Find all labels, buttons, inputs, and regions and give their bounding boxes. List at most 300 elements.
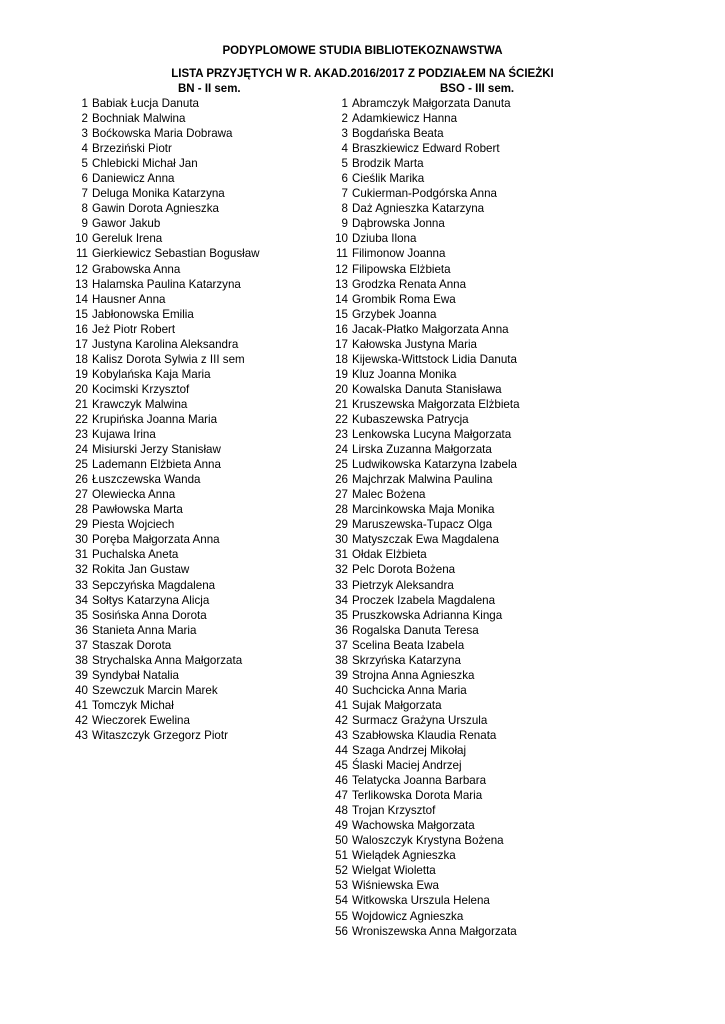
- entry-name: Boćkowska Maria Dobrawa: [92, 127, 233, 141]
- entry-number: 46: [335, 774, 348, 788]
- entry-number: 33: [75, 578, 88, 592]
- list-item: [322, 472, 520, 487]
- entry-name: Scelina Beata Izabela: [352, 638, 465, 652]
- entry-name: Hausner Anna: [92, 292, 166, 306]
- list-item: [322, 893, 520, 908]
- entry-number: 38: [335, 653, 348, 667]
- list-item: [62, 96, 260, 111]
- entry-name: Ołdak Elżbieta: [352, 548, 427, 562]
- list-item: [322, 322, 520, 337]
- entry-name: Dziuba Ilona: [352, 232, 417, 246]
- entry-name: Jeż Piotr Robert: [92, 322, 176, 336]
- entry-number: 15: [335, 307, 348, 321]
- entry-name: Maruszewska-Tupacz Olga: [352, 518, 493, 532]
- entry-number: 21: [75, 397, 88, 411]
- entry-name: Kalisz Dorota Sylwia z III sem: [92, 352, 245, 366]
- entry-number: 50: [335, 834, 348, 848]
- list-item: [322, 397, 520, 412]
- list-item: [322, 758, 520, 773]
- entry-number: 18: [335, 352, 348, 366]
- list-item: [62, 532, 260, 547]
- entry-number: 20: [75, 382, 88, 396]
- entry-number: 34: [75, 593, 88, 607]
- entry-name: Jabłonowska Emilia: [92, 307, 194, 321]
- entry-name: Cieślik Marika: [352, 172, 425, 186]
- entry-name: Wieczorek Ewelina: [92, 713, 190, 727]
- list-item: [62, 262, 260, 277]
- entry-number: 2: [341, 112, 348, 126]
- entry-number: 5: [81, 157, 88, 171]
- entry-number: 17: [335, 337, 348, 351]
- list-item: [322, 367, 520, 382]
- document-title: PODYPLOMOWE STUDIA BIBLIOTEKOZNAWSTWA: [222, 45, 503, 57]
- list-item: [62, 472, 260, 487]
- list-item: [322, 231, 520, 246]
- entry-name: Gawin Dorota Agnieszka: [92, 202, 219, 216]
- entry-number: 14: [75, 292, 88, 306]
- list-item: [322, 924, 520, 939]
- list-item: [62, 186, 260, 201]
- entry-name: Brodzik Marta: [352, 157, 424, 171]
- entry-name: Lirska Zuzanna Małgorzata: [352, 443, 492, 457]
- list-item: [62, 171, 260, 186]
- entry-name: Daniewicz Anna: [92, 172, 175, 186]
- entry-number: 42: [335, 713, 348, 727]
- list-item: [62, 517, 260, 532]
- entry-number: 3: [341, 127, 348, 141]
- entry-number: 55: [335, 909, 348, 923]
- entry-name: Bogdańska Beata: [352, 127, 444, 141]
- list-item: [322, 262, 520, 277]
- list-item: [322, 427, 520, 442]
- list-item: [62, 728, 260, 743]
- list-item: [62, 382, 260, 397]
- entry-number: 32: [75, 563, 88, 577]
- entry-name: Adamkiewicz Hanna: [352, 112, 458, 126]
- entry-name: Matyszczak Ewa Magdalena: [352, 533, 499, 547]
- list-item: [62, 307, 260, 322]
- list-item: [62, 578, 260, 593]
- list-item: [62, 502, 260, 517]
- entry-name: Filipowska Elżbieta: [352, 262, 451, 276]
- entry-number: 11: [335, 247, 348, 261]
- entry-number: 27: [335, 488, 348, 502]
- entry-name: Pruszkowska Adrianna Kinga: [352, 608, 503, 622]
- list-item: [62, 713, 260, 728]
- entry-name: Grabowska Anna: [92, 262, 181, 276]
- list-item: [322, 728, 520, 743]
- list-item: [62, 246, 260, 261]
- entry-name: Daż Agnieszka Katarzyna: [352, 202, 485, 216]
- entry-number: 43: [75, 728, 88, 742]
- entry-number: 32: [335, 563, 348, 577]
- entry-name: Szaga Andrzej Mikołaj: [352, 744, 467, 758]
- list-item: [322, 337, 520, 352]
- entry-name: Wachowska Małgorzata: [352, 819, 475, 833]
- entry-number: 8: [81, 202, 88, 216]
- list-item: [62, 683, 260, 698]
- bso-column-heading: BSO - III sem.: [440, 83, 515, 95]
- list-item: [322, 246, 520, 261]
- entry-number: 37: [335, 638, 348, 652]
- list-item: [62, 126, 260, 141]
- entry-number: 56: [335, 924, 348, 938]
- entry-name: Braszkiewicz Edward Robert: [352, 142, 500, 156]
- list-item: [322, 698, 520, 713]
- entry-name: Cukierman-Podgórska Anna: [352, 187, 498, 201]
- entry-number: 52: [335, 864, 348, 878]
- list-item: [322, 382, 520, 397]
- entry-number: 17: [75, 337, 88, 351]
- list-item: [322, 788, 520, 803]
- entry-name: Łuszczewska Wanda: [92, 473, 201, 487]
- entry-number: 40: [335, 683, 348, 697]
- list-item: [322, 111, 520, 126]
- entry-name: Wielgat Wioletta: [352, 864, 436, 878]
- entry-number: 7: [341, 187, 348, 201]
- list-item: [322, 156, 520, 171]
- entry-name: Justyna Karolina Aleksandra: [92, 337, 239, 351]
- entry-number: 36: [335, 623, 348, 637]
- entry-name: Dąbrowska Jonna: [352, 217, 445, 231]
- list-item: [62, 156, 260, 171]
- list-item: [62, 593, 260, 608]
- list-item: [322, 683, 520, 698]
- list-item: [322, 578, 520, 593]
- entry-number: 23: [75, 428, 88, 442]
- list-item: [62, 427, 260, 442]
- entry-name: Witkowska Urszula Helena: [352, 894, 490, 908]
- list-item: [62, 397, 260, 412]
- entry-number: 48: [335, 804, 348, 818]
- list-item: [62, 653, 260, 668]
- entry-name: Kujawa Irina: [92, 428, 156, 442]
- entry-number: 25: [335, 458, 348, 472]
- bn-student-list: [62, 96, 260, 743]
- list-item: [322, 668, 520, 683]
- list-item: [62, 352, 260, 367]
- entry-number: 53: [335, 879, 348, 893]
- entry-number: 20: [335, 382, 348, 396]
- entry-number: 6: [81, 172, 88, 186]
- list-item: [322, 457, 520, 472]
- entry-number: 30: [75, 533, 88, 547]
- entry-name: Ślaski Maciej Andrzej: [352, 759, 462, 773]
- entry-name: Strychalska Anna Małgorzata: [92, 653, 243, 667]
- entry-number: 28: [335, 503, 348, 517]
- list-item: [322, 909, 520, 924]
- list-item: [62, 623, 260, 638]
- entry-number: 35: [335, 608, 348, 622]
- list-item: [322, 653, 520, 668]
- entry-number: 39: [335, 668, 348, 682]
- entry-number: 22: [335, 412, 348, 426]
- entry-name: Kocimski Krzysztof: [92, 382, 190, 396]
- list-item: [322, 442, 520, 457]
- entry-number: 8: [341, 202, 348, 216]
- list-item: [322, 773, 520, 788]
- list-item: [322, 623, 520, 638]
- entry-number: 16: [335, 322, 348, 336]
- entry-name: Kubaszewska Patrycja: [352, 412, 469, 426]
- list-item: [62, 216, 260, 231]
- entry-name: Gierkiewicz Sebastian Bogusław: [92, 247, 260, 261]
- entry-name: Sosińska Anna Dorota: [92, 608, 207, 622]
- entry-name: Trojan Krzysztof: [352, 804, 436, 818]
- list-item: [62, 231, 260, 246]
- list-item: [322, 517, 520, 532]
- document-subtitle: LISTA PRZYJĘTYCH W R. AKAD.2016/2017 Z PODZIAŁEM NA ŚCIEŻKI: [171, 68, 554, 80]
- entry-name: Grodzka Renata Anna: [352, 277, 467, 291]
- entry-name: Kobylańska Kaja Maria: [92, 367, 211, 381]
- entry-name: Jacak-Płatko Małgorzata Anna: [352, 322, 509, 336]
- entry-name: Pawłowska Marta: [92, 503, 183, 517]
- entry-number: 1: [81, 97, 88, 110]
- entry-number: 35: [75, 608, 88, 622]
- entry-number: 29: [335, 518, 348, 532]
- entry-number: 10: [335, 232, 348, 246]
- list-item: [322, 141, 520, 156]
- entry-name: Kijewska-Wittstock Lidia Danuta: [352, 352, 517, 366]
- entry-number: 13: [75, 277, 88, 291]
- entry-number: 49: [335, 819, 348, 833]
- list-item: [62, 668, 260, 683]
- entry-name: Pelc Dorota Bożena: [352, 563, 456, 577]
- entry-number: 40: [75, 683, 88, 697]
- entry-number: 13: [335, 277, 348, 291]
- entry-name: Halamska Paulina Katarzyna: [92, 277, 241, 291]
- entry-name: Terlikowska Dorota Maria: [352, 789, 483, 803]
- entry-name: Lademann Elżbieta Anna: [92, 458, 221, 472]
- list-item: [322, 216, 520, 231]
- list-item: [322, 848, 520, 863]
- entry-name: Stanieta Anna Maria: [92, 623, 197, 637]
- entry-number: 21: [335, 397, 348, 411]
- entry-name: Krawczyk Malwina: [92, 397, 188, 411]
- entry-number: 14: [335, 292, 348, 306]
- list-item: [322, 487, 520, 502]
- list-item: [322, 608, 520, 623]
- list-item: [322, 803, 520, 818]
- entry-number: 3: [81, 127, 88, 141]
- list-item: [322, 562, 520, 577]
- list-item: [322, 201, 520, 216]
- entry-name: Sołtys Katarzyna Alicja: [92, 593, 210, 607]
- list-item: [62, 412, 260, 427]
- list-item: [322, 818, 520, 833]
- list-item: [62, 337, 260, 352]
- entry-name: Tomczyk Michał: [92, 698, 174, 712]
- list-item: [62, 111, 260, 126]
- entry-name: Puchalska Aneta: [92, 548, 179, 562]
- list-item: [62, 698, 260, 713]
- entry-number: 51: [335, 849, 348, 863]
- list-item: [62, 638, 260, 653]
- list-item: [322, 743, 520, 758]
- entry-name: Sujak Małgorzata: [352, 698, 442, 712]
- entry-name: Poręba Małgorzata Anna: [92, 533, 220, 547]
- entry-name: Deluga Monika Katarzyna: [92, 187, 225, 201]
- entry-number: 33: [335, 578, 348, 592]
- entry-name: Syndybał Natalia: [92, 668, 180, 682]
- list-item: [322, 186, 520, 201]
- entry-name: Lenkowska Lucyna Małgorzata: [352, 428, 512, 442]
- entry-number: 4: [81, 142, 88, 156]
- list-item: [322, 352, 520, 367]
- list-item: [62, 322, 260, 337]
- entry-name: Wiśniewska Ewa: [352, 879, 439, 893]
- entry-number: 9: [341, 217, 348, 231]
- list-item: [62, 292, 260, 307]
- entry-name: Rokita Jan Gustaw: [92, 563, 190, 577]
- entry-number: 26: [335, 473, 348, 487]
- entry-name: Waloszczyk Krystyna Bożena: [352, 834, 504, 848]
- entry-name: Marcinkowska Maja Monika: [352, 503, 495, 517]
- list-item: [62, 608, 260, 623]
- entry-name: Strojna Anna Agnieszka: [352, 668, 475, 682]
- entry-name: Kałowska Justyna Maria: [352, 337, 478, 351]
- list-item: [322, 863, 520, 878]
- list-item: [322, 547, 520, 562]
- list-item: [62, 547, 260, 562]
- list-item: [322, 878, 520, 893]
- entry-number: 39: [75, 668, 88, 682]
- entry-name: Rogalska Danuta Teresa: [352, 623, 479, 637]
- entry-name: Majchrzak Malwina Paulina: [352, 473, 493, 487]
- entry-number: 25: [75, 458, 88, 472]
- list-item: [322, 96, 520, 111]
- list-item: [322, 532, 520, 547]
- entry-number: 27: [75, 488, 88, 502]
- entry-number: 37: [75, 638, 88, 652]
- entry-name: Malec Bożena: [352, 488, 426, 502]
- entry-number: 26: [75, 473, 88, 487]
- entry-number: 1: [341, 97, 348, 110]
- entry-number: 24: [75, 443, 88, 457]
- entry-name: Grombik Roma Ewa: [352, 292, 456, 306]
- entry-number: 42: [75, 713, 88, 727]
- entry-number: 12: [75, 262, 88, 276]
- entry-number: 43: [335, 728, 348, 742]
- list-item: [62, 457, 260, 472]
- list-item: [62, 277, 260, 292]
- entry-name: Piesta Wojciech: [92, 518, 175, 532]
- entry-name: Chlebicki Michał Jan: [92, 157, 198, 171]
- entry-name: Filimonow Joanna: [352, 247, 446, 261]
- entry-number: 28: [75, 503, 88, 517]
- entry-number: 6: [341, 172, 348, 186]
- list-item: [322, 292, 520, 307]
- entry-name: Gawor Jakub: [92, 217, 161, 231]
- entry-number: 45: [335, 759, 348, 773]
- entry-number: 12: [335, 262, 348, 276]
- entry-name: Babiak Łucja Danuta: [92, 97, 199, 110]
- entry-name: Sepczyńska Magdalena: [92, 578, 216, 592]
- entry-number: 15: [75, 307, 88, 321]
- entry-number: 44: [335, 744, 348, 758]
- entry-number: 10: [75, 232, 88, 246]
- list-item: [62, 562, 260, 577]
- entry-name: Kluz Joanna Monika: [352, 367, 457, 381]
- entry-number: 18: [75, 352, 88, 366]
- list-item: [322, 502, 520, 517]
- entry-number: 5: [341, 157, 348, 171]
- entry-name: Kowalska Danuta Stanisława: [352, 382, 502, 396]
- list-item: [322, 277, 520, 292]
- entry-name: Ludwikowska Katarzyna Izabela: [352, 458, 517, 472]
- entry-name: Telatycka Joanna Barbara: [352, 774, 487, 788]
- list-item: [62, 367, 260, 382]
- list-item: [322, 713, 520, 728]
- entry-number: 47: [335, 789, 348, 803]
- entry-name: Wroniszewska Anna Małgorzata: [352, 924, 517, 938]
- entry-name: Wojdowicz Agnieszka: [352, 909, 464, 923]
- entry-name: Abramczyk Małgorzata Danuta: [352, 97, 511, 110]
- list-item: [62, 442, 260, 457]
- entry-number: 24: [335, 443, 348, 457]
- entry-number: 41: [75, 698, 88, 712]
- entry-name: Brzeziński Piotr: [92, 142, 172, 156]
- entry-number: 7: [81, 187, 88, 201]
- entry-name: Staszak Dorota: [92, 638, 172, 652]
- entry-name: Wielądek Agnieszka: [352, 849, 456, 863]
- entry-name: Surmacz Grażyna Urszula: [352, 713, 488, 727]
- list-item: [62, 201, 260, 216]
- entry-number: 41: [335, 698, 348, 712]
- entry-name: Szabłowska Klaudia Renata: [352, 728, 497, 742]
- entry-name: Gereluk Irena: [92, 232, 163, 246]
- entry-number: 38: [75, 653, 88, 667]
- list-item: [322, 412, 520, 427]
- entry-number: 4: [341, 142, 348, 156]
- entry-number: 19: [335, 367, 348, 381]
- entry-number: 2: [81, 112, 88, 126]
- list-item: [322, 833, 520, 848]
- entry-name: Bochniak Malwina: [92, 112, 186, 126]
- entry-name: Pietrzyk Aleksandra: [352, 578, 454, 592]
- bn-column-heading: BN - II sem.: [178, 83, 241, 95]
- entry-number: 31: [75, 548, 88, 562]
- entry-number: 22: [75, 412, 88, 426]
- entry-name: Krupińska Joanna Maria: [92, 412, 218, 426]
- list-item: [322, 307, 520, 322]
- entry-number: 23: [335, 428, 348, 442]
- entry-number: 19: [75, 367, 88, 381]
- entry-number: 34: [335, 593, 348, 607]
- list-item: [322, 126, 520, 141]
- entry-name: Misiurski Jerzy Stanisław: [92, 443, 221, 457]
- entry-number: 29: [75, 518, 88, 532]
- list-item: [322, 593, 520, 608]
- list-item: [322, 638, 520, 653]
- list-item: [322, 171, 520, 186]
- list-item: [62, 487, 260, 502]
- entry-number: 16: [75, 322, 88, 336]
- entry-number: 54: [335, 894, 348, 908]
- entry-name: Szewczuk Marcin Marek: [92, 683, 218, 697]
- entry-number: 11: [75, 247, 88, 261]
- entry-name: Skrzyńska Katarzyna: [352, 653, 461, 667]
- entry-number: 31: [335, 548, 348, 562]
- bso-student-list: [322, 96, 520, 939]
- entry-name: Proczek Izabela Magdalena: [352, 593, 496, 607]
- entry-number: 30: [335, 533, 348, 547]
- list-item: [62, 141, 260, 156]
- entry-name: Suchcicka Anna Maria: [352, 683, 467, 697]
- entry-name: Witaszczyk Grzegorz Piotr: [92, 728, 228, 742]
- entry-number: 36: [75, 623, 88, 637]
- entry-name: Kruszewska Małgorzata Elżbieta: [352, 397, 520, 411]
